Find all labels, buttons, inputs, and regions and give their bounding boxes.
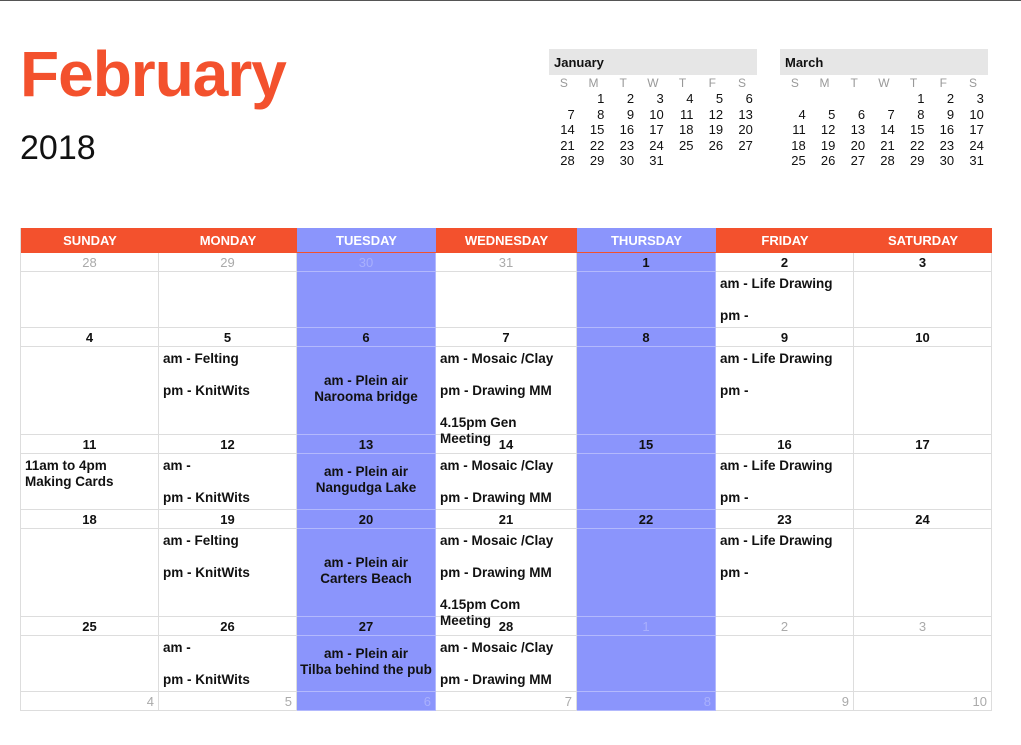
day-cell-tuesday[interactable] [297,529,436,617]
mini-day[interactable]: 3 [976,91,984,107]
day-cell-tuesday[interactable] [297,636,436,692]
mini-weekday-label: S [737,76,746,90]
day-cell-wednesday[interactable] [436,272,577,328]
day-cell-saturday[interactable] [854,347,992,435]
mini-day[interactable]: 26 [708,137,724,153]
mini-day[interactable]: 13 [850,122,866,138]
event-line: pm - KnitWits [163,565,250,580]
weekday-header-tuesday: TUESDAY [297,228,436,253]
event-line: am - Plein air [323,373,409,388]
day-cell-friday[interactable] [716,272,854,328]
event-line: Making Cards [25,474,114,489]
mini-day[interactable]: 18 [678,122,694,138]
day-number: 19 [159,510,297,529]
mini-weekday-label: T [909,76,918,90]
day-number: 3 [854,617,992,636]
day-cell-monday[interactable] [159,454,297,510]
weekday-header-saturday: SATURDAY [854,228,992,253]
day-number: 20 [297,510,436,529]
mini-day[interactable]: 23 [939,137,955,153]
day-number: 2 [716,617,854,636]
day-number: 1 [577,253,716,272]
day-number: 6 [297,692,436,711]
mini-day[interactable]: 27 [738,137,753,153]
mini-calendar-title: March [780,49,988,75]
event-spacer [440,581,571,597]
day-number: 22 [577,510,716,529]
mini-weekday-label: S [790,76,799,90]
tuesday-event [297,646,435,678]
day-number: 13 [297,435,436,454]
mini-day[interactable]: 12 [708,106,724,122]
mini-day[interactable]: 4 [798,106,806,122]
mini-day[interactable]: 9 [946,106,955,122]
mini-day[interactable]: 17 [649,122,664,138]
event-line: pm - [720,490,749,505]
day-number: 31 [436,253,577,272]
day-number: 1 [577,617,716,636]
year-title: 2018 [20,129,96,167]
event-line: Nangudga Lake [315,480,417,495]
mini-day[interactable]: 10 [649,106,664,122]
day-number: 6 [297,328,436,347]
day-number: 24 [854,510,992,529]
mini-day [727,153,757,168]
day-cell-monday[interactable] [159,529,297,617]
day-cell-saturday[interactable] [854,272,992,328]
day-cell-wednesday[interactable] [436,454,577,510]
day-cell-wednesday[interactable] [436,636,577,692]
mini-day [810,91,840,106]
event-line: pm - KnitWits [163,672,250,687]
mini-day [869,91,899,106]
event-line: am - Felting [163,533,239,548]
mini-day[interactable]: 23 [619,137,635,153]
event-line: am - Plein air [323,464,409,479]
mini-day[interactable]: 6 [857,106,866,122]
mini-calendar-grid [780,76,988,168]
mini-day[interactable]: 3 [656,91,664,107]
weekday-header-thursday: THURSDAY [577,228,716,253]
event-line: 4.15pm Gen Meeting [440,415,517,446]
mini-weekday-label: S [559,76,568,90]
event-spacer [440,474,571,490]
mini-day [697,153,727,168]
mini-day[interactable]: 22 [589,137,605,153]
day-number: 10 [854,692,992,711]
mini-day[interactable]: 4 [686,91,694,107]
mini-day [780,91,810,106]
mini-day [549,91,579,106]
mini-weekday-label: F [708,76,716,90]
event-spacer [720,367,848,383]
mini-day[interactable]: 21 [880,137,895,153]
day-cell-tuesday[interactable] [297,454,436,510]
event-line: pm - [720,308,749,323]
mini-day[interactable]: 5 [828,106,836,122]
event-line: pm - Drawing MM [440,565,552,580]
mini-day[interactable]: 8 [597,106,605,122]
mini-day[interactable]: 19 [708,122,724,138]
mini-day[interactable]: 13 [738,106,753,122]
day-number: 28 [436,617,577,636]
day-number: 18 [21,510,159,529]
mini-day[interactable]: 31 [649,152,664,168]
event-line: am - Plein air [323,646,409,661]
event-line: am - Life Drawing [720,276,833,291]
mini-day[interactable]: 6 [745,91,753,107]
day-cell-sunday[interactable] [21,272,159,328]
mini-day[interactable]: 15 [589,122,605,138]
mini-day[interactable]: 1 [917,91,925,107]
day-number: 14 [436,435,577,454]
day-number: 7 [436,692,577,711]
mini-day[interactable]: 31 [969,152,984,168]
event-line: am - Mosaic /Clay [440,640,554,655]
mini-day[interactable]: 21 [560,137,575,153]
day-number: 16 [716,435,854,454]
day-number: 10 [854,328,992,347]
weekday-header-monday: MONDAY [159,228,297,253]
day-cell-saturday[interactable] [854,529,992,617]
event-line: am - Life Drawing [720,351,833,366]
day-number: 26 [159,617,297,636]
event-line: pm - [720,565,749,580]
day-number: 8 [577,328,716,347]
day-cell-friday[interactable] [716,636,854,692]
event-spacer [440,656,571,672]
event-line: 4.15pm Com Meeting [440,597,521,628]
event-line: pm - [720,383,749,398]
day-cell-sunday[interactable] [21,636,159,692]
mini-calendar-grid [549,76,757,168]
day-number: 2 [716,253,854,272]
weekday-header-friday: FRIDAY [716,228,854,253]
day-number: 17 [854,435,992,454]
mini-day[interactable]: 27 [850,152,866,168]
mini-day[interactable]: 2 [946,91,955,107]
mini-day[interactable]: 1 [597,91,605,107]
day-number: 9 [716,692,854,711]
mini-day [668,153,698,168]
mini-day[interactable]: 15 [909,122,925,138]
month-title: February [20,38,286,110]
mini-day[interactable]: 19 [820,137,836,153]
event-spacer [440,367,571,383]
mini-day[interactable]: 20 [850,137,866,153]
mini-day[interactable]: 22 [909,137,925,153]
event-line: am - [163,458,191,473]
event-line: Carters Beach [320,571,412,586]
day-cell-saturday[interactable] [854,454,992,510]
weekday-header-wednesday: WEDNESDAY [436,228,577,253]
mini-day[interactable]: 25 [791,152,806,168]
mini-weekday-label: T [850,76,858,90]
mini-day[interactable]: 2 [626,91,635,107]
event-line: am - Plein air [323,555,409,570]
mini-weekday-label: W [647,76,659,90]
mini-day[interactable]: 14 [880,122,895,138]
mini-day[interactable]: 29 [909,152,925,168]
event-spacer [163,367,291,383]
event-line: pm - Drawing MM [440,490,552,505]
event-line: am - Mosaic /Clay [440,351,554,366]
mini-weekday-label: M [588,76,599,90]
day-cell-friday[interactable] [716,529,854,617]
tuesday-event [297,555,435,587]
mini-day[interactable]: 9 [626,106,635,122]
mini-day[interactable]: 20 [738,122,753,138]
tuesday-event [297,373,435,405]
day-number: 3 [854,253,992,272]
event-spacer [720,292,848,308]
mini-calendar-title: January [549,49,757,75]
day-number: 28 [21,253,159,272]
mini-day[interactable]: 17 [969,122,984,138]
mini-weekday-label: S [968,76,977,90]
day-number: 12 [159,435,297,454]
mini-calendar-january[interactable] [549,49,757,168]
day-number: 27 [297,617,436,636]
day-number: 4 [21,692,159,711]
event-spacer [440,399,571,415]
mini-day[interactable]: 25 [678,137,694,153]
mini-day[interactable]: 28 [880,152,895,168]
mini-weekday-label: M [819,76,830,90]
mini-day[interactable]: 16 [939,122,955,138]
event-line: am - Mosaic /Clay [440,533,554,548]
day-cell-thursday[interactable] [577,529,716,617]
mini-day[interactable]: 24 [649,137,664,153]
mini-weekday-label: T [619,76,627,90]
event-line: am - [163,640,191,655]
day-number: 29 [159,253,297,272]
day-cell-sunday[interactable] [21,454,159,510]
day-cell-friday[interactable] [716,454,854,510]
tuesday-event [297,464,435,496]
weekday-header-sunday: SUNDAY [21,228,159,253]
mini-day[interactable]: 29 [589,152,605,168]
day-number: 30 [297,253,436,272]
day-number: 5 [159,328,297,347]
day-cell-tuesday[interactable] [297,347,436,435]
event-line: pm - Drawing MM [440,672,552,687]
event-spacer [163,656,291,672]
mini-day[interactable]: 30 [939,152,955,168]
day-number: 5 [159,692,297,711]
event-line: am - Life Drawing [720,533,833,548]
mini-day[interactable]: 18 [791,137,806,153]
event-line: 11am to 4pm [25,458,107,473]
day-cell-tuesday[interactable] [297,272,436,328]
mini-day[interactable]: 30 [619,152,635,168]
mini-weekday-label: W [878,76,890,90]
day-cell-friday[interactable] [716,347,854,435]
mini-day[interactable]: 8 [917,106,925,122]
month-grid [20,228,992,711]
event-spacer [720,549,848,565]
mini-day[interactable]: 11 [792,122,806,138]
day-cell-monday[interactable] [159,636,297,692]
event-line: am - Life Drawing [720,458,833,473]
day-number: 7 [436,328,577,347]
day-number: 9 [716,328,854,347]
mini-weekday-label: T [678,76,687,90]
day-number: 4 [21,328,159,347]
mini-day[interactable]: 12 [820,122,836,138]
event-line: pm - KnitWits [163,490,250,505]
mini-day[interactable]: 26 [820,152,836,168]
day-cell-thursday[interactable] [577,347,716,435]
day-number: 25 [21,617,159,636]
day-cell-monday[interactable] [159,272,297,328]
event-spacer [720,474,848,490]
day-cell-saturday[interactable] [854,636,992,692]
day-cell-sunday[interactable] [21,529,159,617]
mini-day[interactable]: 14 [560,122,575,138]
day-cell-thursday[interactable] [577,272,716,328]
day-cell-monday[interactable] [159,347,297,435]
mini-day[interactable]: 28 [560,152,575,168]
event-line: pm - Drawing MM [440,383,552,398]
event-spacer [163,549,291,565]
event-line: Tilba behind the pub [300,662,432,677]
event-line: Narooma bridge [314,389,418,404]
mini-calendar-march[interactable] [780,49,988,168]
mini-day[interactable]: 10 [969,106,984,122]
day-number: 8 [577,692,716,711]
event-line: am - Mosaic /Clay [440,458,554,473]
day-number: 15 [577,435,716,454]
top-rule [0,0,1021,1]
day-number: 11 [21,435,159,454]
mini-day[interactable]: 16 [619,122,635,138]
day-cell-thursday[interactable] [577,636,716,692]
day-number: 21 [436,510,577,529]
mini-day[interactable]: 11 [679,106,694,122]
event-line: am - Felting [163,351,239,366]
mini-day[interactable]: 7 [887,106,895,122]
mini-day [839,91,869,106]
event-line: pm - KnitWits [163,383,250,398]
event-spacer [440,549,571,565]
mini-day[interactable]: 24 [969,137,984,153]
event-spacer [163,474,291,490]
day-number: 23 [716,510,854,529]
mini-weekday-label: F [939,76,947,90]
day-cell-thursday[interactable] [577,454,716,510]
mini-day[interactable]: 5 [715,91,724,107]
mini-day[interactable]: 7 [567,106,575,122]
day-cell-sunday[interactable] [21,347,159,435]
